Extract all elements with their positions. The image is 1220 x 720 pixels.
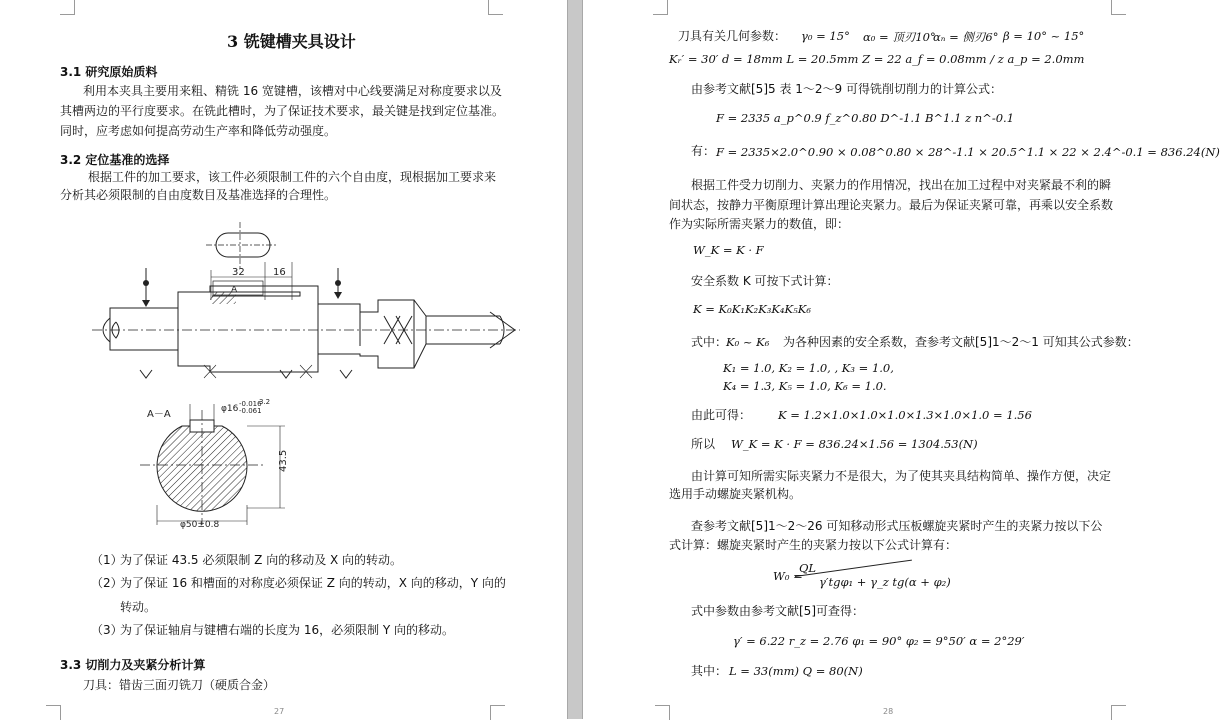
formula: α₀ = 顶刃10° xyxy=(863,30,936,44)
list-item-text: 为了保证 16 和槽面的对称度必须保证 Z 向的转动，X 向的移动，Y 向的 xyxy=(120,576,506,590)
document-page-right xyxy=(583,0,1220,719)
paragraph-line: 安全系数 K 可按下式计算： xyxy=(691,274,839,288)
formula: K = K₀K₁K₂K₃K₄K₅K₆ xyxy=(693,302,811,316)
tolerance-lower: -0.061 xyxy=(239,407,262,415)
formula: γ₀ = 15° xyxy=(801,29,850,43)
dimension-16: 16 xyxy=(273,267,286,278)
formula: W₀ = xyxy=(773,569,803,583)
list-item-text: 转动。 xyxy=(120,600,157,614)
formula: αₙ = 侧刃6° xyxy=(933,30,999,44)
paragraph-line: 所以 xyxy=(691,437,716,451)
page-number: 27 xyxy=(274,707,285,716)
shaft-technical-drawing xyxy=(0,0,567,719)
formula: W_K = K · F = 836.24×1.56 = 1304.53(N) xyxy=(731,437,978,451)
formula-numerator: QL xyxy=(799,561,817,575)
paragraph-line: 由参考文献[5]5 表 1～2～9 可得铣削切削力的计算公式： xyxy=(691,82,1002,96)
paragraph-line: 查参考文献[5]1～2～26 可知移动形式压板螺旋夹紧时产生的夹紧力按以下公 xyxy=(691,519,1103,533)
paragraph-line: 刀具有关几何参数： xyxy=(678,29,787,43)
document-page-left xyxy=(0,0,567,719)
paragraph-line: 同时，应考虑如何提高劳动生产率和降低劳动强度。 xyxy=(60,124,337,138)
section-heading: 3.3 切削力及夹紧分析计算 xyxy=(60,658,206,672)
formula: F = 2335×2.0^0.90 × 0.08^0.80 × 28^-1.1 × 20.5^1.1 × 22 × 2.4^-0.1 = 836.24(N) xyxy=(716,145,1220,159)
tolerance-diameter: φ16 xyxy=(221,404,239,414)
paragraph-line: 式计算：螺旋夹紧时产生的夹紧力按以下公式计算有： xyxy=(669,538,958,552)
crop-mark xyxy=(653,0,668,15)
crop-mark xyxy=(655,705,670,720)
paragraph-line: 间状态，按静力平衡原理计算出理论夹紧力。最后为保证夹紧可靠，再乘以安全系数 xyxy=(669,198,1114,212)
page-gutter xyxy=(567,0,583,719)
formula-denominator: γ′tgφ₁ + γ_z tg(α + φ₂) xyxy=(819,575,951,589)
datum-label: A xyxy=(231,285,238,295)
list-item-number: （2） xyxy=(91,576,123,590)
formula: Kᵣ′ = 30′ d = 18mm L = 20.5mm Z = 22 a_f = 0.08mm / z a_p = 2.0mm xyxy=(669,52,1085,66)
crop-mark xyxy=(1111,0,1126,15)
dimension-43: 43.5 xyxy=(278,449,289,472)
formula: γ′ = 6.22 r_z = 2.76 φ₁ = 90° φ₂ = 9°50′ α = 2°29′ xyxy=(733,634,1025,648)
paragraph-line: 有： xyxy=(691,144,716,158)
paragraph-line: 刀具：错齿三面刃铣刀（硬质合金） xyxy=(83,678,276,692)
paragraph-line: 根据工件的加工要求，该工件必须限制工件的六个自由度，现根据加工要求来 xyxy=(88,170,497,184)
list-item-text: 为了保证 43.5 必须限制 Z 向的移动及 X 向的转动。 xyxy=(120,553,403,567)
dimension-32: 32 xyxy=(232,267,245,278)
list-item-number: （3） xyxy=(91,623,123,637)
paragraph-line: 为各种因素的安全系数，查参考文献[5]1～2～1 可知其公式参数： xyxy=(783,335,1139,349)
crop-mark xyxy=(1111,705,1126,720)
paragraph-line: 由此可得： xyxy=(691,408,752,422)
formula: L = 33(mm) Q = 80(N) xyxy=(729,664,863,678)
paragraph-line: 其中： xyxy=(691,664,728,678)
formula: W_K = K · F xyxy=(693,243,764,257)
formula: K₁ = 1.0, K₂ = 1.0, , K₃ = 1.0, xyxy=(723,361,894,375)
section-heading: 3.1 研究原始质料 xyxy=(60,65,158,79)
formula: K = 1.2×1.0×1.0×1.0×1.3×1.0×1.0 = 1.56 xyxy=(778,408,1032,422)
roughness-value: 3.2 xyxy=(259,398,271,406)
paragraph-line: 利用本夹具主要用来粗、精铣 16 宽键槽，该槽对中心线要满足对称度要求以及 xyxy=(83,84,502,98)
section-label: A－A xyxy=(147,409,171,420)
paragraph-line: 选用手动螺旋夹紧机构。 xyxy=(669,487,802,501)
chapter-title: 3 铣键槽夹具设计 xyxy=(227,32,356,51)
paragraph-line: 其槽两边的平行度要求。在铣此槽时，为了保证技术要求，最关键是找到定位基准。 xyxy=(60,104,505,118)
paragraph-line: 式中： xyxy=(691,335,728,349)
paragraph-line: 分析其必须限制的自由度数目及基准选择的合理性。 xyxy=(60,188,337,202)
list-item-text: 为了保证轴肩与键槽右端的长度为 16，必须限制 Y 向的移动。 xyxy=(120,623,455,637)
tolerance-upper: -0.016 xyxy=(239,400,262,408)
paragraph-line: 作为实际所需夹紧力的数值，即： xyxy=(669,217,850,231)
page-number: 28 xyxy=(883,707,894,716)
formula: K₄ = 1.3, K₅ = 1.0, K₆ = 1.0. xyxy=(723,379,887,393)
dimension-diameter-50: φ50±0.8 xyxy=(180,520,220,530)
formula: K₀ ~ K₆ xyxy=(726,335,770,349)
formula: β = 10° ~ 15° xyxy=(1003,29,1085,43)
paragraph-line: 式中参数由参考文献[5]可查得： xyxy=(691,604,864,618)
paragraph-line: 由计算可知所需实际夹紧力不是很大，为了使其夹具结构简单、操作方便，决定 xyxy=(691,469,1112,483)
list-item-number: （1） xyxy=(91,553,123,567)
formula: F = 2335 a_p^0.9 f_z^0.80 D^-1.1 B^1.1 z n^-0.1 xyxy=(716,111,1015,125)
section-heading: 3.2 定位基准的选择 xyxy=(60,153,170,167)
paragraph-line: 根据工件受力切削力、夹紧力的作用情况，找出在加工过程中对夹紧最不利的瞬 xyxy=(691,178,1112,192)
